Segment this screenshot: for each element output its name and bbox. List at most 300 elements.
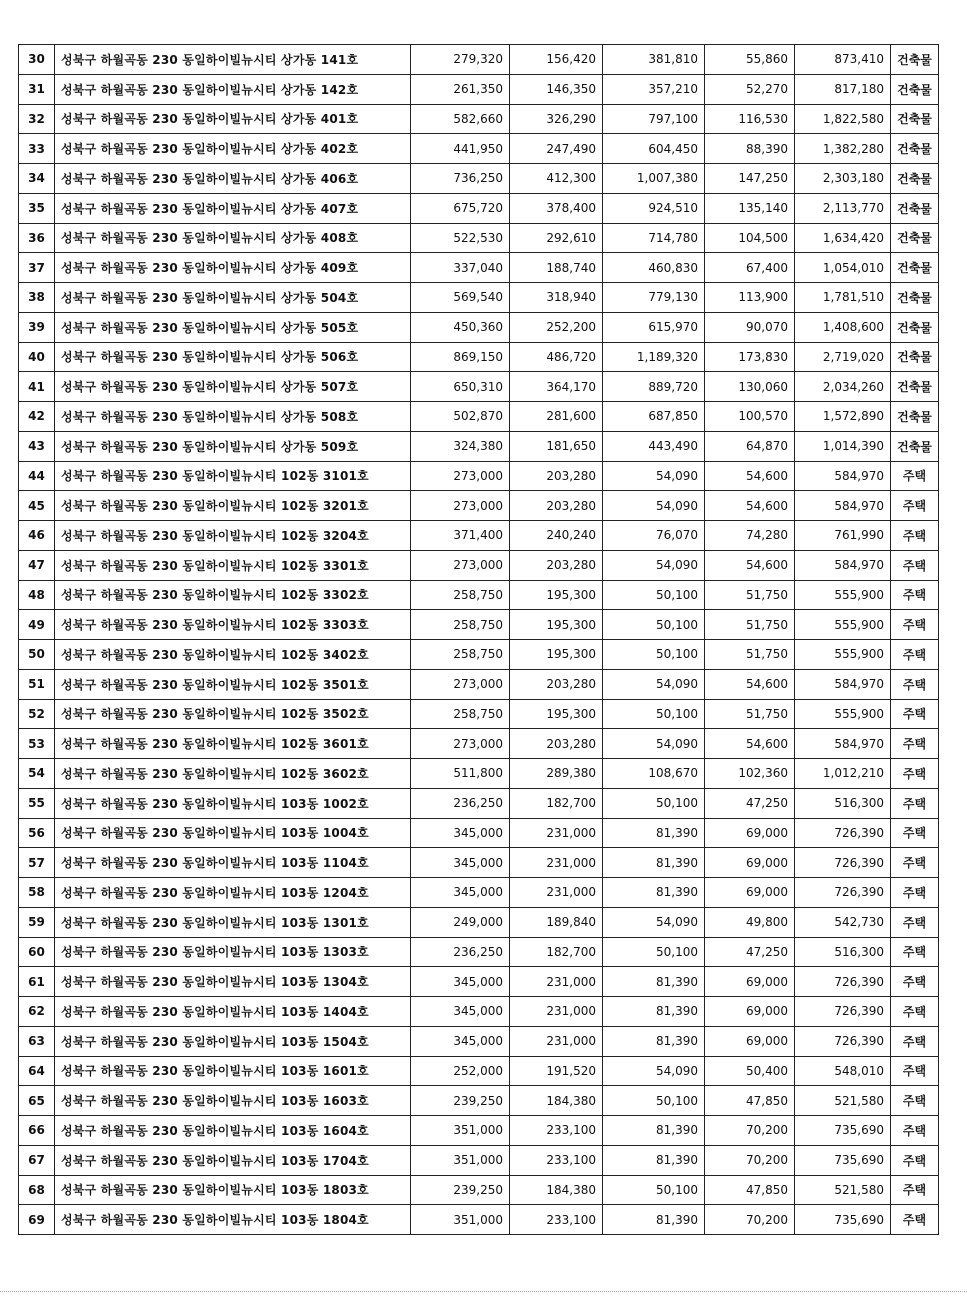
- amount-4-cell: 70,200: [705, 1145, 795, 1175]
- property-address-cell: 성북구 하월곡동 230 동일하이빌뉴시티 상가동 408호: [55, 223, 411, 253]
- property-type-cell: 주택: [891, 550, 939, 580]
- amount-2-cell: 231,000: [510, 878, 603, 908]
- row-number-cell: 62: [19, 997, 55, 1027]
- property-address-cell: 성북구 하월곡동 230 동일하이빌뉴시티 102동 3501호: [55, 669, 411, 699]
- amount-2-cell: 195,300: [510, 610, 603, 640]
- table-row: [19, 937, 939, 967]
- amount-total-cell: 726,390: [795, 1026, 891, 1056]
- amount-3-cell: 81,390: [603, 818, 705, 848]
- property-type-cell: 건축물: [891, 431, 939, 461]
- amount-3-cell: 50,100: [603, 1086, 705, 1116]
- amount-total-cell: 2,303,180: [795, 164, 891, 194]
- property-address-cell: 성북구 하월곡동 230 동일하이빌뉴시티 상가동 409호: [55, 253, 411, 283]
- amount-1-cell: 249,000: [411, 907, 510, 937]
- amount-4-cell: 54,600: [705, 461, 795, 491]
- amount-3-cell: 81,390: [603, 967, 705, 997]
- amount-3-cell: 54,090: [603, 491, 705, 521]
- property-address-cell: 성북구 하월곡동 230 동일하이빌뉴시티 103동 1004호: [55, 818, 411, 848]
- amount-3-cell: 443,490: [603, 431, 705, 461]
- property-type-cell: 주택: [891, 580, 939, 610]
- property-address-cell: 성북구 하월곡동 230 동일하이빌뉴시티 상가동 141호: [55, 45, 411, 75]
- amount-2-cell: 195,300: [510, 580, 603, 610]
- amount-2-cell: 181,650: [510, 431, 603, 461]
- amount-total-cell: 735,690: [795, 1205, 891, 1235]
- row-number-cell: 67: [19, 1145, 55, 1175]
- table-row: [19, 402, 939, 432]
- property-address-cell: 성북구 하월곡동 230 동일하이빌뉴시티 상가동 406호: [55, 164, 411, 194]
- row-number-cell: 33: [19, 134, 55, 164]
- property-address-cell: 성북구 하월곡동 230 동일하이빌뉴시티 상가동 505호: [55, 312, 411, 342]
- amount-2-cell: 156,420: [510, 45, 603, 75]
- amount-2-cell: 203,280: [510, 491, 603, 521]
- amount-4-cell: 54,600: [705, 669, 795, 699]
- amount-4-cell: 69,000: [705, 878, 795, 908]
- table-row: [19, 342, 939, 372]
- property-address-cell: 성북구 하월곡동 230 동일하이빌뉴시티 102동 3602호: [55, 759, 411, 789]
- table-row: [19, 1056, 939, 1086]
- table-row: [19, 848, 939, 878]
- row-number-cell: 51: [19, 669, 55, 699]
- amount-4-cell: 51,750: [705, 610, 795, 640]
- amount-total-cell: 521,580: [795, 1175, 891, 1205]
- table-row: [19, 45, 939, 75]
- property-type-cell: 건축물: [891, 223, 939, 253]
- property-address-cell: 성북구 하월곡동 230 동일하이빌뉴시티 상가동 509호: [55, 431, 411, 461]
- table-row: [19, 967, 939, 997]
- property-type-cell: 주택: [891, 878, 939, 908]
- amount-2-cell: 231,000: [510, 848, 603, 878]
- property-type-cell: 주택: [891, 759, 939, 789]
- amount-2-cell: 326,290: [510, 104, 603, 134]
- amount-2-cell: 146,350: [510, 74, 603, 104]
- table-row: [19, 104, 939, 134]
- amount-4-cell: 130,060: [705, 372, 795, 402]
- amount-3-cell: 687,850: [603, 402, 705, 432]
- row-number-cell: 50: [19, 640, 55, 670]
- amount-1-cell: 236,250: [411, 937, 510, 967]
- row-number-cell: 56: [19, 818, 55, 848]
- amount-3-cell: 604,450: [603, 134, 705, 164]
- amount-2-cell: 184,380: [510, 1175, 603, 1205]
- amount-4-cell: 116,530: [705, 104, 795, 134]
- amount-total-cell: 521,580: [795, 1086, 891, 1116]
- property-type-cell: 주택: [891, 1175, 939, 1205]
- property-address-cell: 성북구 하월곡동 230 동일하이빌뉴시티 102동 3502호: [55, 699, 411, 729]
- page-divider: [0, 1291, 967, 1292]
- row-number-cell: 69: [19, 1205, 55, 1235]
- amount-3-cell: 50,100: [603, 788, 705, 818]
- table-row: [19, 550, 939, 580]
- property-address-cell: 성북구 하월곡동 230 동일하이빌뉴시티 102동 3204호: [55, 521, 411, 551]
- property-type-cell: 주택: [891, 788, 939, 818]
- amount-1-cell: 441,950: [411, 134, 510, 164]
- amount-total-cell: 542,730: [795, 907, 891, 937]
- row-number-cell: 54: [19, 759, 55, 789]
- amount-1-cell: 261,350: [411, 74, 510, 104]
- amount-4-cell: 47,250: [705, 937, 795, 967]
- tax-table: [18, 44, 939, 1235]
- amount-total-cell: 726,390: [795, 818, 891, 848]
- amount-4-cell: 113,900: [705, 283, 795, 313]
- amount-2-cell: 188,740: [510, 253, 603, 283]
- row-number-cell: 32: [19, 104, 55, 134]
- amount-total-cell: 1,012,210: [795, 759, 891, 789]
- property-address-cell: 성북구 하월곡동 230 동일하이빌뉴시티 상가동 508호: [55, 402, 411, 432]
- amount-2-cell: 203,280: [510, 729, 603, 759]
- amount-2-cell: 184,380: [510, 1086, 603, 1116]
- table-row: [19, 164, 939, 194]
- row-number-cell: 68: [19, 1175, 55, 1205]
- amount-1-cell: 675,720: [411, 193, 510, 223]
- amount-1-cell: 239,250: [411, 1086, 510, 1116]
- amount-1-cell: 371,400: [411, 521, 510, 551]
- amount-4-cell: 100,570: [705, 402, 795, 432]
- amount-2-cell: 247,490: [510, 134, 603, 164]
- row-number-cell: 58: [19, 878, 55, 908]
- amount-3-cell: 50,100: [603, 640, 705, 670]
- amount-total-cell: 1,634,420: [795, 223, 891, 253]
- property-type-cell: 주택: [891, 937, 939, 967]
- amount-3-cell: 460,830: [603, 253, 705, 283]
- amount-2-cell: 240,240: [510, 521, 603, 551]
- amount-2-cell: 289,380: [510, 759, 603, 789]
- amount-2-cell: 203,280: [510, 669, 603, 699]
- property-type-cell: 주택: [891, 1116, 939, 1146]
- row-number-cell: 30: [19, 45, 55, 75]
- property-address-cell: 성북구 하월곡동 230 동일하이빌뉴시티 상가동 507호: [55, 372, 411, 402]
- property-type-cell: 주택: [891, 1205, 939, 1235]
- amount-2-cell: 412,300: [510, 164, 603, 194]
- property-address-cell: 성북구 하월곡동 230 동일하이빌뉴시티 103동 1804호: [55, 1205, 411, 1235]
- property-type-cell: 건축물: [891, 312, 939, 342]
- row-number-cell: 66: [19, 1116, 55, 1146]
- amount-3-cell: 50,100: [603, 1175, 705, 1205]
- amount-1-cell: 258,750: [411, 580, 510, 610]
- amount-total-cell: 2,034,260: [795, 372, 891, 402]
- amount-total-cell: 555,900: [795, 580, 891, 610]
- amount-1-cell: 258,750: [411, 699, 510, 729]
- amount-1-cell: 273,000: [411, 729, 510, 759]
- amount-4-cell: 90,070: [705, 312, 795, 342]
- amount-3-cell: 81,390: [603, 997, 705, 1027]
- amount-4-cell: 47,850: [705, 1175, 795, 1205]
- amount-2-cell: 203,280: [510, 461, 603, 491]
- property-type-cell: 주택: [891, 967, 939, 997]
- property-type-cell: 건축물: [891, 253, 939, 283]
- amount-3-cell: 381,810: [603, 45, 705, 75]
- amount-3-cell: 1,189,320: [603, 342, 705, 372]
- amount-4-cell: 70,200: [705, 1205, 795, 1235]
- amount-3-cell: 357,210: [603, 74, 705, 104]
- amount-1-cell: 502,870: [411, 402, 510, 432]
- property-address-cell: 성북구 하월곡동 230 동일하이빌뉴시티 103동 1301호: [55, 907, 411, 937]
- amount-3-cell: 81,390: [603, 878, 705, 908]
- amount-3-cell: 50,100: [603, 937, 705, 967]
- row-number-cell: 43: [19, 431, 55, 461]
- property-type-cell: 주택: [891, 669, 939, 699]
- table-row: [19, 1086, 939, 1116]
- row-number-cell: 45: [19, 491, 55, 521]
- table-row: [19, 431, 939, 461]
- row-number-cell: 41: [19, 372, 55, 402]
- amount-total-cell: 1,408,600: [795, 312, 891, 342]
- property-address-cell: 성북구 하월곡동 230 동일하이빌뉴시티 103동 1002호: [55, 788, 411, 818]
- property-address-cell: 성북구 하월곡동 230 동일하이빌뉴시티 102동 3601호: [55, 729, 411, 759]
- row-number-cell: 46: [19, 521, 55, 551]
- amount-4-cell: 135,140: [705, 193, 795, 223]
- amount-4-cell: 54,600: [705, 491, 795, 521]
- amount-4-cell: 67,400: [705, 253, 795, 283]
- table-row: [19, 907, 939, 937]
- amount-3-cell: 81,390: [603, 1145, 705, 1175]
- amount-total-cell: 584,970: [795, 550, 891, 580]
- row-number-cell: 64: [19, 1056, 55, 1086]
- table-row: [19, 1205, 939, 1235]
- property-address-cell: 성북구 하월곡동 230 동일하이빌뉴시티 상가동 402호: [55, 134, 411, 164]
- amount-4-cell: 52,270: [705, 74, 795, 104]
- amount-total-cell: 516,300: [795, 937, 891, 967]
- row-number-cell: 42: [19, 402, 55, 432]
- amount-total-cell: 2,719,020: [795, 342, 891, 372]
- property-type-cell: 건축물: [891, 134, 939, 164]
- amount-4-cell: 70,200: [705, 1116, 795, 1146]
- row-number-cell: 44: [19, 461, 55, 491]
- amount-total-cell: 548,010: [795, 1056, 891, 1086]
- amount-1-cell: 273,000: [411, 669, 510, 699]
- amount-3-cell: 50,100: [603, 580, 705, 610]
- amount-total-cell: 1,054,010: [795, 253, 891, 283]
- amount-1-cell: 522,530: [411, 223, 510, 253]
- amount-3-cell: 889,720: [603, 372, 705, 402]
- row-number-cell: 31: [19, 74, 55, 104]
- table-row: [19, 283, 939, 313]
- amount-3-cell: 924,510: [603, 193, 705, 223]
- amount-3-cell: 54,090: [603, 461, 705, 491]
- amount-total-cell: 735,690: [795, 1116, 891, 1146]
- amount-total-cell: 584,970: [795, 729, 891, 759]
- amount-1-cell: 345,000: [411, 848, 510, 878]
- table-row: [19, 372, 939, 402]
- table-body: [19, 45, 939, 1235]
- row-number-cell: 57: [19, 848, 55, 878]
- amount-1-cell: 345,000: [411, 997, 510, 1027]
- amount-total-cell: 1,572,890: [795, 402, 891, 432]
- amount-total-cell: 2,113,770: [795, 193, 891, 223]
- amount-total-cell: 1,382,280: [795, 134, 891, 164]
- row-number-cell: 34: [19, 164, 55, 194]
- property-type-cell: 주택: [891, 1026, 939, 1056]
- amount-4-cell: 64,870: [705, 431, 795, 461]
- amount-3-cell: 81,390: [603, 1205, 705, 1235]
- property-address-cell: 성북구 하월곡동 230 동일하이빌뉴시티 상가동 401호: [55, 104, 411, 134]
- property-type-cell: 주택: [891, 491, 939, 521]
- amount-4-cell: 104,500: [705, 223, 795, 253]
- amount-4-cell: 74,280: [705, 521, 795, 551]
- amount-2-cell: 252,200: [510, 312, 603, 342]
- amount-2-cell: 189,840: [510, 907, 603, 937]
- row-number-cell: 35: [19, 193, 55, 223]
- table-row: [19, 580, 939, 610]
- row-number-cell: 60: [19, 937, 55, 967]
- row-number-cell: 49: [19, 610, 55, 640]
- amount-total-cell: 726,390: [795, 878, 891, 908]
- property-type-cell: 주택: [891, 461, 939, 491]
- table-row: [19, 818, 939, 848]
- property-type-cell: 주택: [891, 1056, 939, 1086]
- row-number-cell: 39: [19, 312, 55, 342]
- amount-total-cell: 1,822,580: [795, 104, 891, 134]
- property-address-cell: 성북구 하월곡동 230 동일하이빌뉴시티 상가동 407호: [55, 193, 411, 223]
- amount-1-cell: 239,250: [411, 1175, 510, 1205]
- property-address-cell: 성북구 하월곡동 230 동일하이빌뉴시티 102동 3303호: [55, 610, 411, 640]
- amount-3-cell: 54,090: [603, 550, 705, 580]
- amount-3-cell: 615,970: [603, 312, 705, 342]
- property-type-cell: 주택: [891, 640, 939, 670]
- amount-1-cell: 351,000: [411, 1205, 510, 1235]
- property-type-cell: 주택: [891, 1086, 939, 1116]
- property-type-cell: 건축물: [891, 164, 939, 194]
- property-address-cell: 성북구 하월곡동 230 동일하이빌뉴시티 102동 3201호: [55, 491, 411, 521]
- amount-2-cell: 182,700: [510, 788, 603, 818]
- amount-4-cell: 49,800: [705, 907, 795, 937]
- amount-3-cell: 50,100: [603, 610, 705, 640]
- property-type-cell: 건축물: [891, 104, 939, 134]
- amount-3-cell: 779,130: [603, 283, 705, 313]
- property-address-cell: 성북구 하월곡동 230 동일하이빌뉴시티 상가동 142호: [55, 74, 411, 104]
- property-type-cell: 건축물: [891, 74, 939, 104]
- amount-4-cell: 147,250: [705, 164, 795, 194]
- property-type-cell: 주택: [891, 699, 939, 729]
- amount-2-cell: 182,700: [510, 937, 603, 967]
- amount-2-cell: 231,000: [510, 997, 603, 1027]
- amount-1-cell: 273,000: [411, 461, 510, 491]
- table-row: [19, 312, 939, 342]
- amount-2-cell: 195,300: [510, 640, 603, 670]
- amount-1-cell: 236,250: [411, 788, 510, 818]
- amount-1-cell: 258,750: [411, 640, 510, 670]
- amount-1-cell: 450,360: [411, 312, 510, 342]
- property-type-cell: 건축물: [891, 342, 939, 372]
- property-address-cell: 성북구 하월곡동 230 동일하이빌뉴시티 102동 3402호: [55, 640, 411, 670]
- table-row: [19, 1116, 939, 1146]
- amount-2-cell: 191,520: [510, 1056, 603, 1086]
- property-type-cell: 주택: [891, 997, 939, 1027]
- table-row: [19, 640, 939, 670]
- amount-1-cell: 345,000: [411, 818, 510, 848]
- amount-2-cell: 233,100: [510, 1145, 603, 1175]
- property-type-cell: 건축물: [891, 402, 939, 432]
- row-number-cell: 37: [19, 253, 55, 283]
- property-type-cell: 주택: [891, 610, 939, 640]
- property-type-cell: 건축물: [891, 372, 939, 402]
- amount-3-cell: 797,100: [603, 104, 705, 134]
- amount-3-cell: 108,670: [603, 759, 705, 789]
- amount-4-cell: 51,750: [705, 640, 795, 670]
- table-row: [19, 878, 939, 908]
- table-row: [19, 461, 939, 491]
- property-address-cell: 성북구 하월곡동 230 동일하이빌뉴시티 상가동 506호: [55, 342, 411, 372]
- amount-1-cell: 345,000: [411, 967, 510, 997]
- table-row: [19, 1026, 939, 1056]
- row-number-cell: 65: [19, 1086, 55, 1116]
- amount-2-cell: 231,000: [510, 818, 603, 848]
- amount-2-cell: 486,720: [510, 342, 603, 372]
- table-row: [19, 491, 939, 521]
- amount-3-cell: 76,070: [603, 521, 705, 551]
- amount-total-cell: 555,900: [795, 699, 891, 729]
- property-address-cell: 성북구 하월곡동 230 동일하이빌뉴시티 102동 3101호: [55, 461, 411, 491]
- amount-total-cell: 735,690: [795, 1145, 891, 1175]
- property-address-cell: 성북구 하월곡동 230 동일하이빌뉴시티 103동 1304호: [55, 967, 411, 997]
- amount-total-cell: 516,300: [795, 788, 891, 818]
- amount-total-cell: 726,390: [795, 997, 891, 1027]
- table-row: [19, 788, 939, 818]
- amount-total-cell: 726,390: [795, 848, 891, 878]
- amount-4-cell: 88,390: [705, 134, 795, 164]
- amount-2-cell: 203,280: [510, 550, 603, 580]
- amount-total-cell: 873,410: [795, 45, 891, 75]
- table-row: [19, 699, 939, 729]
- amount-2-cell: 231,000: [510, 1026, 603, 1056]
- table-row: [19, 223, 939, 253]
- amount-total-cell: 761,990: [795, 521, 891, 551]
- amount-total-cell: 584,970: [795, 491, 891, 521]
- amount-total-cell: 584,970: [795, 669, 891, 699]
- amount-1-cell: 345,000: [411, 878, 510, 908]
- property-address-cell: 성북구 하월곡동 230 동일하이빌뉴시티 103동 1204호: [55, 878, 411, 908]
- table-row: [19, 669, 939, 699]
- row-number-cell: 63: [19, 1026, 55, 1056]
- amount-total-cell: 1,014,390: [795, 431, 891, 461]
- property-address-cell: 성북구 하월곡동 230 동일하이빌뉴시티 103동 1603호: [55, 1086, 411, 1116]
- amount-4-cell: 69,000: [705, 818, 795, 848]
- amount-4-cell: 47,850: [705, 1086, 795, 1116]
- amount-3-cell: 54,090: [603, 729, 705, 759]
- amount-2-cell: 378,400: [510, 193, 603, 223]
- property-type-cell: 건축물: [891, 45, 939, 75]
- amount-total-cell: 555,900: [795, 640, 891, 670]
- amount-3-cell: 54,090: [603, 1056, 705, 1086]
- amount-1-cell: 337,040: [411, 253, 510, 283]
- property-type-cell: 주택: [891, 818, 939, 848]
- property-type-cell: 주택: [891, 907, 939, 937]
- property-address-cell: 성북구 하월곡동 230 동일하이빌뉴시티 102동 3302호: [55, 580, 411, 610]
- amount-1-cell: 279,320: [411, 45, 510, 75]
- property-address-cell: 성북구 하월곡동 230 동일하이빌뉴시티 103동 1601호: [55, 1056, 411, 1086]
- table-row: [19, 997, 939, 1027]
- property-type-cell: 건축물: [891, 283, 939, 313]
- row-number-cell: 61: [19, 967, 55, 997]
- table-row: [19, 74, 939, 104]
- amount-3-cell: 81,390: [603, 1026, 705, 1056]
- amount-3-cell: 50,100: [603, 699, 705, 729]
- amount-1-cell: 252,000: [411, 1056, 510, 1086]
- row-number-cell: 40: [19, 342, 55, 372]
- amount-4-cell: 47,250: [705, 788, 795, 818]
- property-address-cell: 성북구 하월곡동 230 동일하이빌뉴시티 102동 3301호: [55, 550, 411, 580]
- amount-1-cell: 582,660: [411, 104, 510, 134]
- row-number-cell: 55: [19, 788, 55, 818]
- property-address-cell: 성북구 하월곡동 230 동일하이빌뉴시티 103동 1504호: [55, 1026, 411, 1056]
- amount-1-cell: 324,380: [411, 431, 510, 461]
- table-row: [19, 1145, 939, 1175]
- amount-4-cell: 55,860: [705, 45, 795, 75]
- property-address-cell: 성북구 하월곡동 230 동일하이빌뉴시티 103동 1803호: [55, 1175, 411, 1205]
- amount-4-cell: 69,000: [705, 1026, 795, 1056]
- amount-3-cell: 81,390: [603, 848, 705, 878]
- amount-1-cell: 511,800: [411, 759, 510, 789]
- table-row: [19, 729, 939, 759]
